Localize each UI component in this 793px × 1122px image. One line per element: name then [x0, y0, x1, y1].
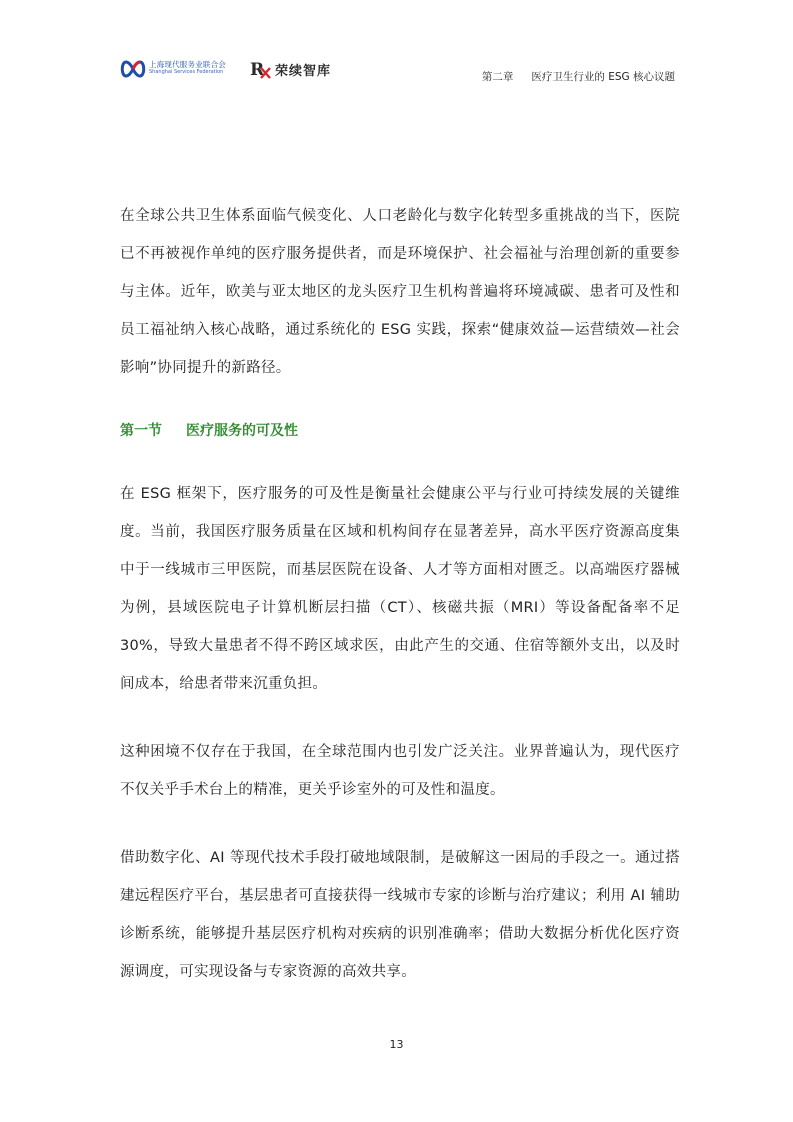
rx-logo-icon	[250, 58, 272, 80]
page-number: 13	[389, 1038, 404, 1051]
body-paragraph: 这种困境不仅存在于我国，在全球范围内也引发广泛关注。业界普遍认为，现代医疗不仅关乎手术台上的精准，更关乎诊室外的可及性和温度。	[120, 744, 680, 798]
section-number: 第一节	[120, 423, 162, 439]
federation-logo-icon	[120, 58, 146, 80]
body-paragraph: 借助数字化、AI 等现代技术手段打破地域限制，是破解这一困局的手段之一。通过搭建远程医疗平台，基层患者可直接获得一线城市专家的诊断与治疗建议；利用 AI 辅助诊断系统，能够提升基层医疗机构对疾病的识别准确率；借助大数据分析优化医疗资源调度，可实现设备与专家资源的高效共享。	[120, 850, 680, 980]
page-header	[0, 0, 793, 110]
body-paragraph: 在 ESG 框架下，医疗服务的可及性是衡量社会健康公平与行业可持续发展的关键维度。当前，我国医疗服务质量在区域和机构间存在显著差异，高水平医疗资源高度集中于一线城市三甲医院，而基层医院在设备、人才等方面相对匮乏。以高端医疗器械为例，县域医院电子计算机断层扫描（CT）、核磁共振（MRI）等设备配备率不足 30%，导致大量患者不得不跨区域求医，由此产生的交通、住宿等额外支出，以及时间成本，给患者带来沉重负担。	[120, 486, 680, 692]
intro-paragraph: 在全球公共卫生体系面临气候变化、人口老龄化与数字化转型多重挑战的当下，医院已不再被视作单纯的医疗服务提供者，而是环境保护、社会福祉与治理创新的重要参与主体。近年，欧美与亚太地区的龙头医疗卫生机构普遍将环境减碳、患者可及性和员工福祉纳入核心战略，通过系统化的 ESG 实践，探索“健康效益—运营绩效—社会影响”协同提升的新路径。	[120, 208, 680, 376]
federation-name	[149, 60, 226, 75]
page-body	[120, 197, 680, 991]
federation-name-en: Shanghai Services Federation	[149, 69, 224, 75]
federation-name-cn: 上海现代服务业联合会	[149, 60, 226, 69]
svg-text:R: R	[250, 60, 265, 80]
chapter-title: 医疗卫生行业的 ESG 核心议题	[531, 71, 675, 83]
brand-name: 荣续智库	[275, 64, 332, 79]
section-title: 医疗服务的可及性	[186, 423, 298, 439]
chapter-label: 第二章	[481, 71, 514, 83]
section-heading	[120, 413, 680, 449]
chapter-heading	[482, 69, 675, 84]
